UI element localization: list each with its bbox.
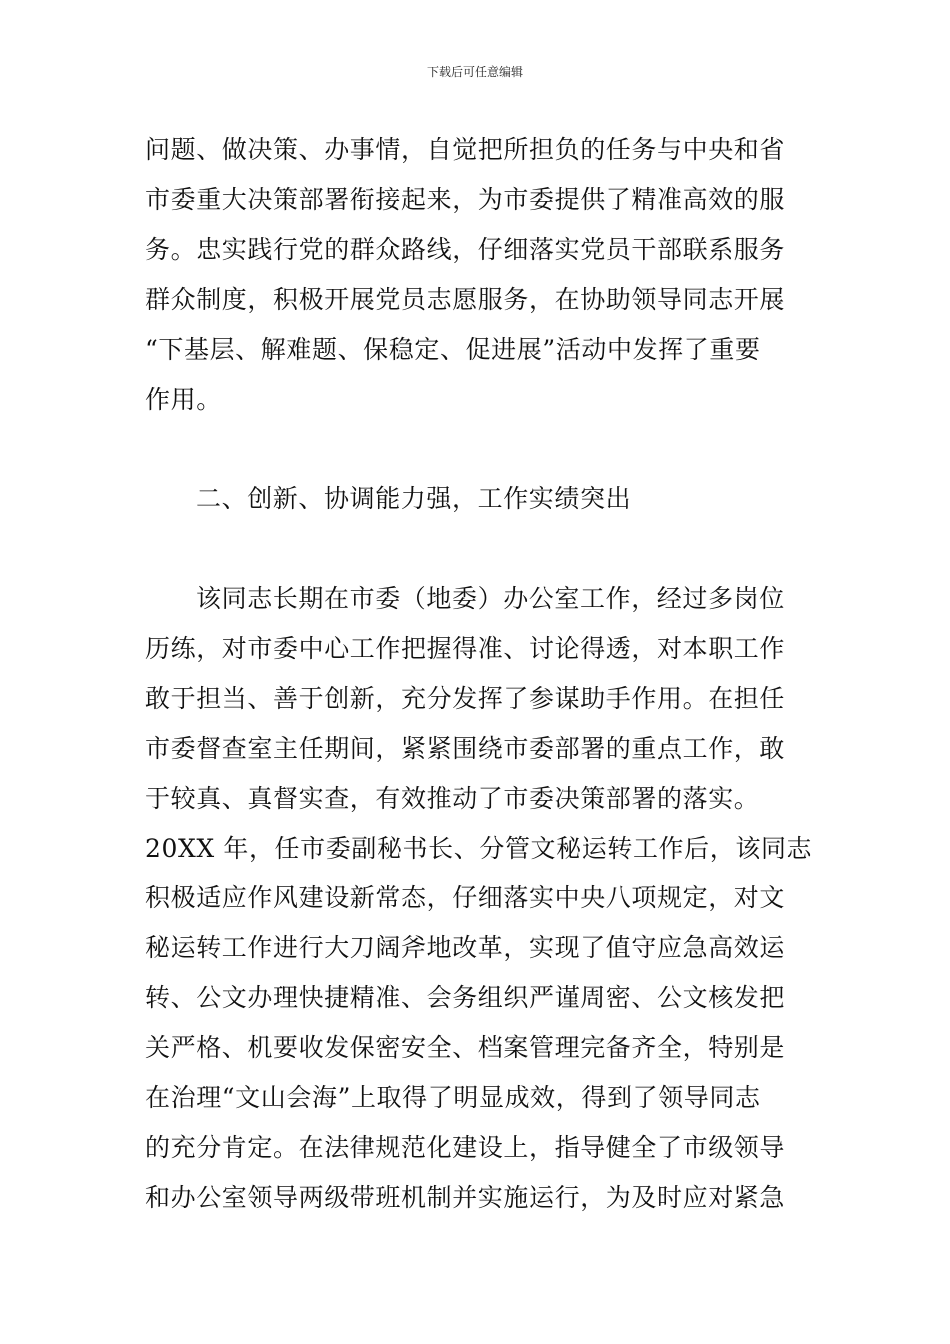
text-line: 于较真、真督实查，有效推动了市委决策部署的落实。 bbox=[145, 784, 760, 813]
text-line: 在治理“文山会海”上取得了明显成效，得到了领导同志 bbox=[145, 1083, 761, 1112]
text-line: 和办公室领导两级带班机制并实施运行，为及时应对紧急 bbox=[145, 1183, 786, 1212]
text-line: 作用。 bbox=[145, 385, 222, 414]
text-line: 市委督查室主任期间，紧紧围绕市委部署的重点工作，敢 bbox=[145, 734, 786, 763]
text-line: 秘运转工作进行大刀阔斧地改革，实现了值守应急高效运 bbox=[145, 933, 786, 962]
text-line: 该同志长期在市委（地委）办公室工作，经过多岗位 bbox=[196, 584, 785, 613]
text-line: “下基层、解难题、保稳定、促进展”活动中发挥了重要 bbox=[145, 335, 761, 364]
text-line: 历练，对市委中心工作把握得准、讨论得透，对本职工作 bbox=[145, 634, 786, 663]
page-header: 下载后可任意编辑 bbox=[426, 65, 523, 79]
text-line: 20XX 年，任市委副秘书长、分管文秘运转工作后，该同志 bbox=[145, 834, 813, 863]
text-line: 问题、做决策、办事情，自觉把所担负的任务与中央和省 bbox=[145, 135, 786, 164]
text-line: 市委重大决策部署衔接起来，为市委提供了精准高效的服 bbox=[145, 185, 786, 214]
section-heading: 二、创新、协调能力强，工作实绩突出 bbox=[196, 484, 632, 513]
text-line: 的充分肯定。在法律规范化建设上，指导健全了市级领导 bbox=[145, 1133, 786, 1162]
text-line: 群众制度，积极开展党员志愿服务，在协助领导同志开展 bbox=[145, 285, 786, 314]
text-line: 敢于担当、善于创新，充分发挥了参谋助手作用。在担任 bbox=[145, 684, 786, 713]
text-line: 关严格、机要收发保密安全、档案管理完备齐全，特别是 bbox=[145, 1033, 786, 1062]
text-line: 务。忠实践行党的群众路线，仔细落实党员干部联系服务 bbox=[145, 235, 786, 264]
text-line: 积极适应作风建设新常态，仔细落实中央八项规定，对文 bbox=[145, 883, 786, 912]
text-line: 转、公文办理快捷精准、会务组织严谨周密、公文核发把 bbox=[145, 983, 786, 1012]
